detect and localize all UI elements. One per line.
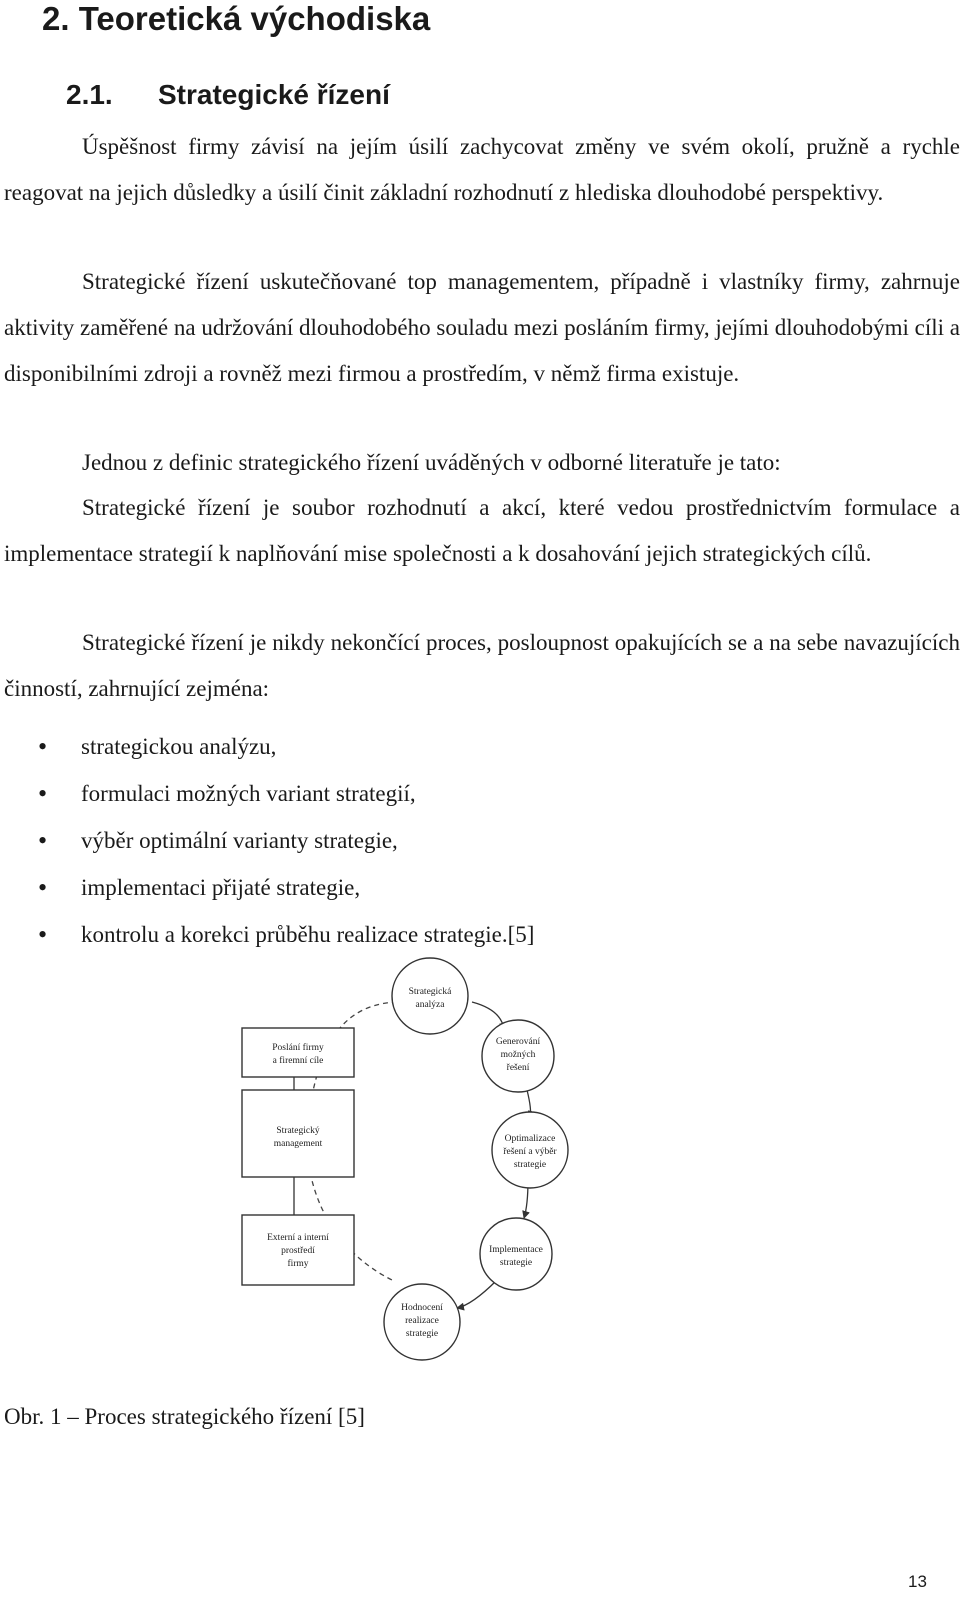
paragraph-definition-lead: Jednou z definic strategického řízení uváděných v odborné literatuře je tato: (82, 450, 781, 475)
box-environment-line1: Externí a interní (267, 1233, 329, 1243)
circle-implementation-line1: Implementace (489, 1245, 543, 1255)
page-number: 13 (908, 1572, 927, 1591)
process-diagram-svg (232, 950, 602, 1370)
list-item (0, 873, 960, 920)
list-item (0, 826, 960, 873)
bullet-icon: • (38, 779, 48, 808)
figure-caption: Obr. 1 – Proces strategického řízení [5] (4, 1404, 365, 1429)
flow-arrow (457, 1280, 497, 1308)
circle-analysis-line1: Strategická (408, 987, 452, 997)
circle-generate-solutions (482, 1020, 554, 1092)
circle-generate-line1: Generování (495, 1037, 541, 1047)
circle-implementation (480, 1218, 552, 1290)
circle-optimization-line2: řešení a výběr (503, 1147, 557, 1157)
box-mission (242, 1028, 354, 1077)
process-diagram (232, 950, 602, 1370)
bullet-icon: • (38, 826, 48, 855)
list-item-text: implementaci přijaté strategie, (81, 875, 361, 900)
list-item-text: formulaci možných variant strategií, (81, 781, 416, 806)
list-item (0, 732, 960, 779)
circle-generate-line3: řešení (506, 1063, 530, 1073)
paragraph-management: Strategické řízení uskutečňované top managementem, případně i vlastníky firmy, zahrnuje aktivity zaměřené na udržování dlouhodobého souladu mezi posláním firmy, jejími dlouhodobými cíli a disponibilními zdroji a rovněž mezi firmou a prostředím, v němž firma existuje. (4, 269, 960, 386)
bullet-icon: • (38, 920, 48, 949)
circle-evaluation-line3: strategie (405, 1329, 439, 1339)
box-environment-line2: prostředí (281, 1246, 315, 1256)
circle-evaluation (384, 1284, 460, 1360)
section-title: Strategické řízení (158, 79, 390, 110)
box-mission-line1: Poslání firmy (272, 1043, 324, 1053)
circle-evaluation-line2: realizace (405, 1316, 439, 1326)
box-management-line2: management (273, 1139, 323, 1149)
circle-analysis-line2: analýza (415, 1000, 445, 1010)
circle-optimization-line3: strategie (513, 1160, 547, 1170)
box-strategic-management (242, 1090, 354, 1177)
paragraph-definition: Strategické řízení je soubor rozhodnutí a akcí, které vedou prostřednictvím formulace a implementace strategií k naplňování mise společnosti a k dosahování jejich strategických cílů. (4, 495, 960, 566)
circle-optimization (492, 1112, 568, 1188)
paragraph-process: Strategické řízení je nikdy nekončící proces, posloupnost opakujících se a na sebe navazujících činností, zahrnující zejména: (4, 630, 960, 701)
box-environment (242, 1215, 354, 1285)
box-mission-line2: a firemní cíle (272, 1056, 324, 1066)
chapter-heading: 2. Teoretická východiska (42, 0, 431, 37)
circle-generate-line2: možných (500, 1050, 536, 1060)
bullet-icon: • (38, 732, 48, 761)
box-environment-line3: firmy (287, 1259, 309, 1269)
circle-strategic-analysis (392, 958, 468, 1034)
circle-optimization-line1: Optimalizace (504, 1134, 556, 1144)
box-management-line1: Strategický (276, 1126, 320, 1136)
list-item-text: výběr optimální varianty strategie, (81, 828, 398, 853)
circle-evaluation-line1: Hodnocení (401, 1303, 443, 1313)
list-item-text: kontrolu a korekci průběhu realizace strategie.[5] (81, 922, 535, 947)
bullet-icon: • (38, 873, 48, 902)
activity-list (0, 732, 960, 967)
list-item (0, 779, 960, 826)
circle-implementation-line2: strategie (499, 1258, 533, 1268)
list-item-text: strategickou analýzu, (81, 734, 277, 759)
section-heading (66, 78, 390, 112)
section-number: 2.1. (66, 79, 113, 110)
paragraph-intro: Úspěšnost firmy závisí na jejím úsilí zachycovat změny ve svém okolí, pružně a rychle reagovat na jejich důsledky a úsilí činit základní rozhodnutí z hlediska dlouhodobé perspektivy. (4, 134, 960, 205)
